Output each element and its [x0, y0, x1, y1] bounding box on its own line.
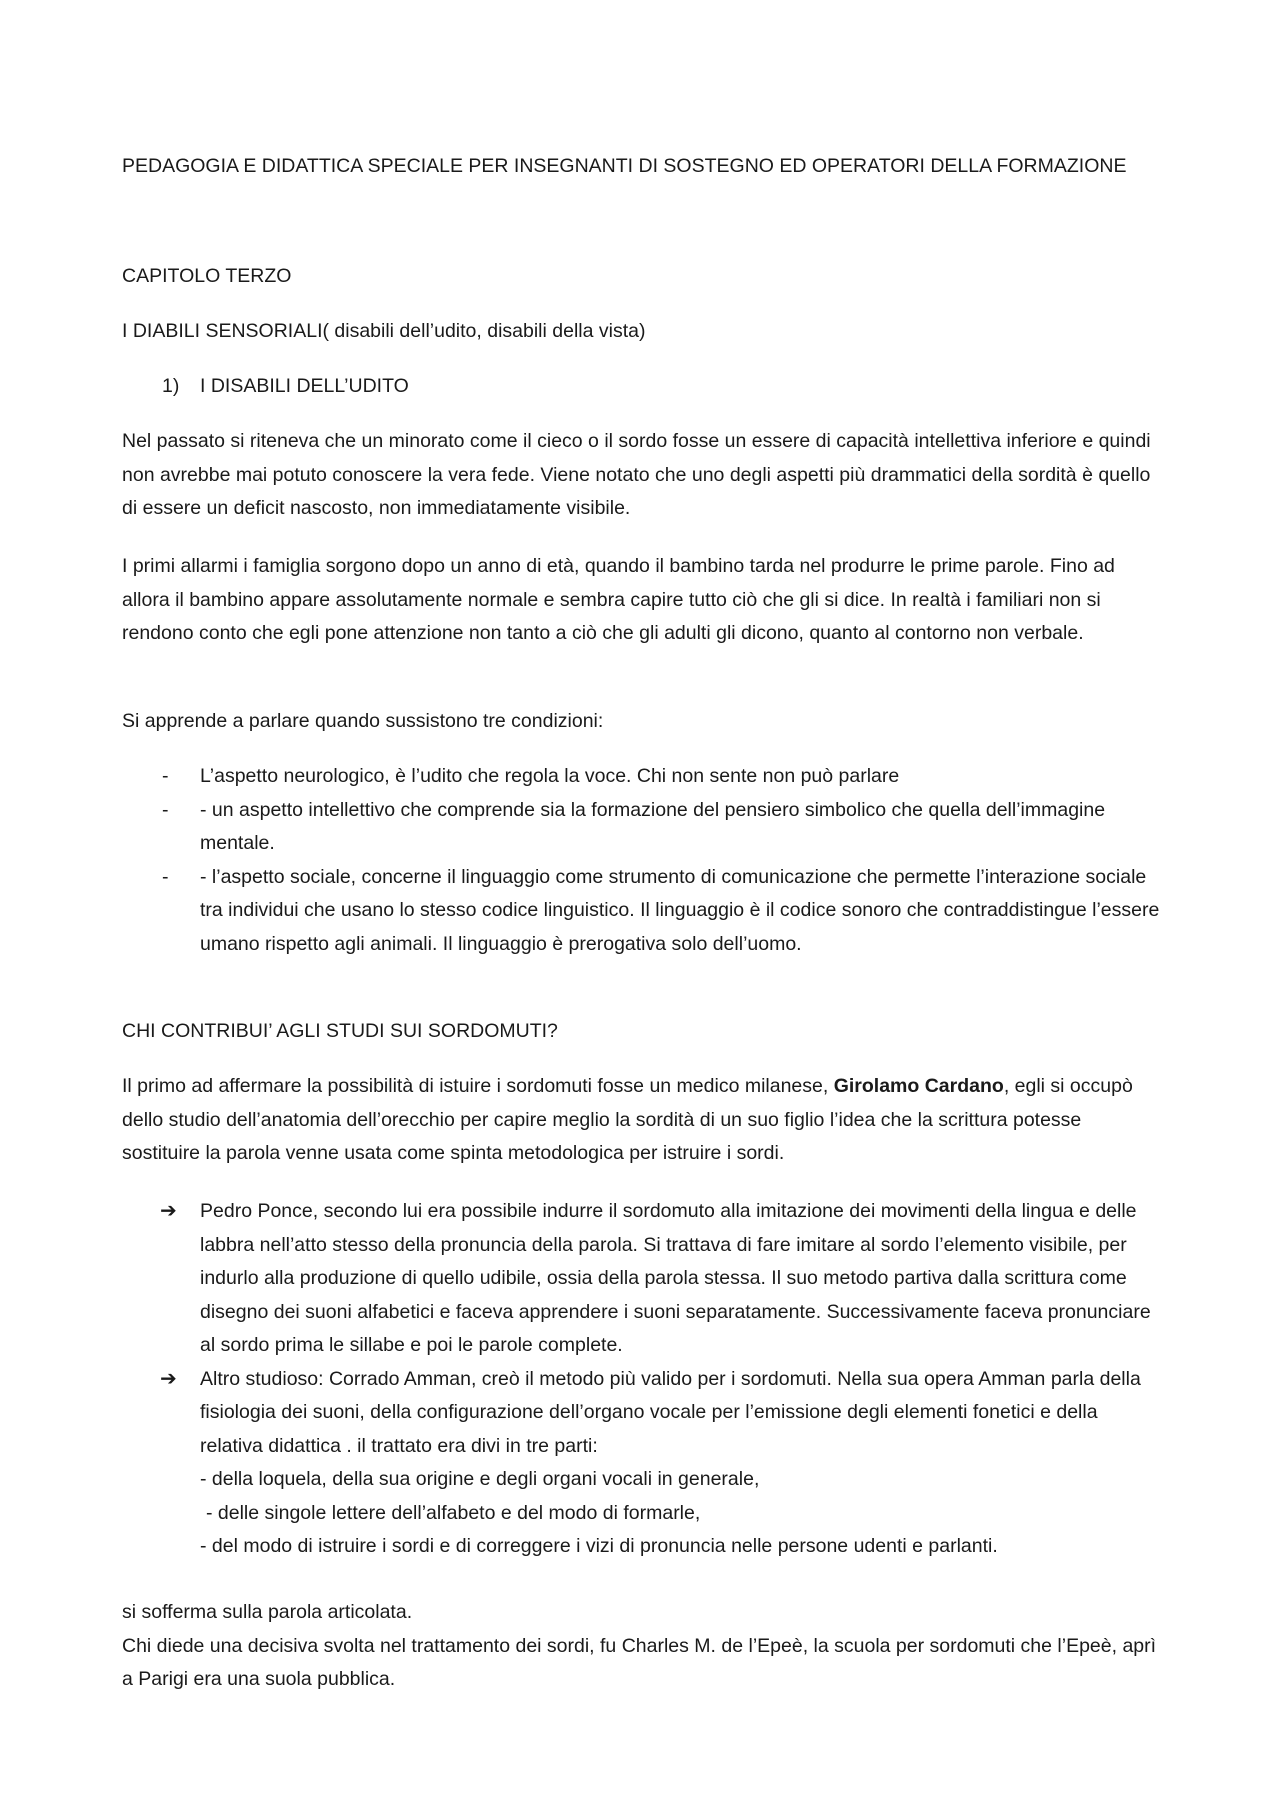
section-heading-contributors: CHI CONTRIBUI’ AGLI STUDI SUI SORDOMUTI? [122, 1020, 558, 1042]
paragraph-3: Si apprende a parlare quando sussistono tre condizioni: [122, 710, 604, 732]
section-subtitle: I DIABILI SENSORIALI( disabili dell’udito, disabili della vista) [122, 320, 646, 342]
dash-bullet: - [162, 765, 169, 787]
bold-name: Girolamo Cardano [833, 1075, 1004, 1097]
list-item [122, 1195, 1162, 1363]
paragraph-2: I primi allarmi i famiglia sorgono dopo un anno di età, quando il bambino tarda nel produrre le prime parole. Fino ad allora il bambino appare assolutamente normale e sembra capire tutto ciò che gli si dice. In realtà i familiari non si rendono conto che egli pone attenzione non tanto a ciò che gli adulti gli dicono, quanto al contorno non verbale. [122, 555, 1115, 644]
dash-bullet: - [162, 798, 169, 821]
document-title: PEDAGOGIA E DIDATTICA SPECIALE PER INSEGNANTI DI SOSTEGNO ED OPERATORI DELLA FORMAZIONE [122, 155, 1127, 177]
list-item [122, 760, 1162, 794]
list-item-text: - l’aspetto sociale, concerne il linguaggio come strumento di comunicazione che permette l’interazione sociale tra individui che usano lo stesso codice linguistico. Il linguaggio è il codice sonoro che contraddistingue l’essere umano rispetto agli animali. Il linguaggio è prerogativa solo dell’uomo. [200, 865, 1160, 955]
numbered-section [162, 370, 1202, 404]
arrow-bullet-icon: ➔ [160, 1367, 177, 1390]
list-item-text: Pedro Ponce, secondo lui era possibile indurre il sordomuto alla imitazione dei movimenti della lingua e delle labbra nell’atto stesso della pronuncia della parola. Si trattava di fare imitare al sordo l’elemento visibile, per indurlo alla produzione di quello udibile, ossia della parola stessa. Il suo metodo partiva dalla scrittura come disegno dei suoni alfabetici e faceva apprendere i suoni separatamente. Successivamente faceva pronunciare al sordo prima le sillabe e poi le parole complete. [200, 1200, 1151, 1356]
treatise-part: - delle singole lettere dell’alfabeto e del modo di formarle, [206, 1501, 701, 1524]
closing-line: si sofferma sulla parola articolata. [122, 1601, 413, 1623]
arrow-bullet-icon: ➔ [160, 1200, 177, 1222]
section-label: I DISABILI DELL’UDITO [200, 375, 409, 397]
treatise-part: - della loquela, della sua origine e degli organi vocali in generale, [200, 1468, 760, 1490]
paragraph-4-start: Il primo ad affermare la possibilità di istuire i sordomuti fosse un medico milanese, [122, 1075, 834, 1097]
chapter-heading: CAPITOLO TERZO [122, 265, 292, 287]
dash-bullet: - [162, 865, 169, 888]
scholars-list [122, 1195, 1162, 1564]
list-item [122, 861, 1162, 962]
list-item-text: L’aspetto neurologico, è l’udito che regola la voce. Chi non sente non può parlare [200, 765, 900, 787]
paragraph-4 [122, 1070, 1162, 1171]
paragraph-4-end: , egli si occupò dello studio dell’anatomia dell’orecchio per capire meglio la sordità di un suo figlio l’idea che la scrittura potesse sostituire la parola venne usata come spinta metodologica per istruire i sordi. [122, 1075, 1133, 1164]
section-number: 1) [162, 375, 180, 397]
closing-text [122, 1596, 1162, 1697]
closing-line: Chi diede una decisiva svolta nel trattamento dei sordi, fu Charles M. de l’Epeè, la scuola per sordomuti che l’Epeè, aprì a Parigi era una suola pubblica. [122, 1634, 1157, 1690]
treatise-part: - del modo di istruire i sordi e di correggere i vizi di pronuncia nelle persone udenti e parlanti. [200, 1535, 998, 1557]
list-item [122, 1363, 1162, 1564]
list-item-text: - un aspetto intellettivo che comprende sia la formazione del pensiero simbolico che quella dell’immagine mentale. [200, 798, 1106, 854]
list-item [122, 794, 1162, 861]
conditions-list [122, 760, 1162, 961]
list-item-text: Altro studioso: Corrado Amman, creò il metodo più valido per i sordomuti. Nella sua opera Amman parla della fisiologia dei suoni, della configurazione dell’organo vocale per l’emissione degli elementi fonetici e della relativa didattica . il trattato era divi in tre parti: [200, 1367, 1141, 1457]
paragraph-1: Nel passato si riteneva che un minorato come il cieco o il sordo fosse un essere di capacità intellettiva inferiore e quindi non avrebbe mai potuto conoscere la vera fede. Viene notato che uno degli aspetti più drammatici della sordità è quello di essere un deficit nascosto, non immediatamente visibile. [122, 430, 1151, 519]
